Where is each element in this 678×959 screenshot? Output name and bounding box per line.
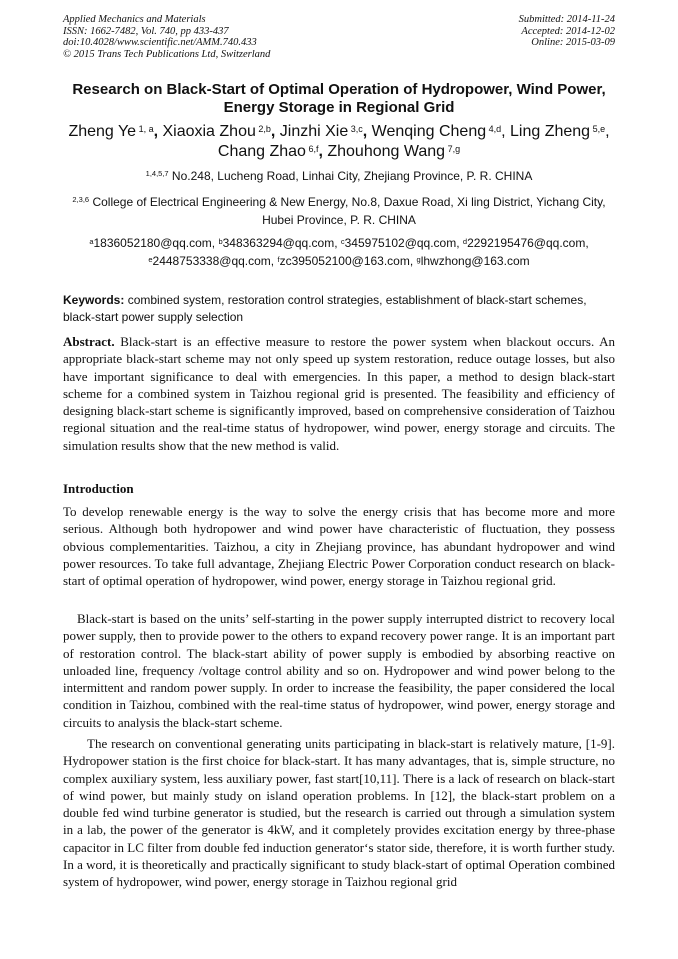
author: Chang Zhao $^{6,f}$, xyxy=(217,143,328,160)
author: Ling Zheng $^{5,e}$, xyxy=(510,123,610,140)
keywords-text: combined system, restoration control strategies, establishment of black-start schemes, black-start power supply selection xyxy=(63,293,587,324)
email-link[interactable]: $^d$2292195476@qq.com, xyxy=(462,236,589,250)
online-date: Online: 2015-03-09 xyxy=(531,37,615,48)
abstract-text: Black-start is an effective measure to restore the power system when blackout occurs. An appropriate black-start scheme may not only speed up system restoration, reduce outage losses, but also have important significance to deal with emergencies. In this paper, a method to design black-start scheme for a combined system in Taizhou regional grid is presented. The feasibility and efficiency of designing black-start scheme is significantly improved, based on comprehensive consideration of Taizhou regional situation and the real-time status of hydropower, wind power, energy storage and circuits. The simulation results show that the new method is valid. xyxy=(63,334,615,453)
email-link[interactable]: $^a$1836052180@qq.com, xyxy=(89,236,219,250)
journal-name: Applied Mechanics and Materials xyxy=(63,14,206,25)
affiliation: $^{1,4,5,7}$ No.248, Lucheng Road, Linhai City, Zhejiang Province, P. R. CHINA xyxy=(145,169,533,183)
paragraph: Black-start is based on the units’ self-starting in the power supply interrupted district to recovery local power supply, then to provide power to the others to expand recovery power range. It is an important part of restoration control. The black-start ability of power supply is embodied by absorbing reactive on unloaded line, frequency /voltage control ability and so on. Hydropower and wind power belong to the intermittent and random power supply. In order to increase the feasibility, the paper considered the local condition in Taizhou, combined with the real-time status of hydropower, wind power, energy storage and circuits to analysis the black-start scheme. xyxy=(63,611,615,730)
email-link[interactable]: $^e$2448753338@qq.com, xyxy=(148,253,278,268)
author: Xiaoxia Zhou $^{2,b}$, xyxy=(162,123,280,140)
paragraph: The research on conventional generating units participating in black-start is relatively mature, [1-9]. Hydropower station is the first choice for black-start. It has many advantages, that is, simple structure, no complex auxiliary system, less auxiliary power, fast start[10,11]. There is a lack of research on black-start of wind power, but mainly study on island operation problems. In [12], the black-start problem on a double fed wind turbine generator is studied, but the research is carried out through a simulation system in a lab, the power of the generator is 4kW, and it completely provides excitation energy by three-phase capacitor in LC filter from double fed induction generator‘s stator side, therefore, it is worth further study. In a word, it is theoretically and practically significant to study black-start of optimal Operation combined system of hydropower, wind power, energy storage in Taizhou regional grid xyxy=(63,736,615,890)
keywords xyxy=(63,292,615,326)
copyright: © 2015 Trans Tech Publications Ltd, Switzerland xyxy=(63,48,271,60)
accepted-date: Accepted: 2014-12-02 xyxy=(521,25,615,37)
email-link[interactable]: $^f$zc395052100@163.com, xyxy=(277,253,417,268)
author: Jinzhi Xie $^{3,c}$, xyxy=(279,123,372,140)
doi: doi:10.4028/www.scientific.net/AMM.740.433 xyxy=(63,37,257,48)
dates-header xyxy=(519,14,615,49)
author: Zheng Ye $^{1, a}$, xyxy=(68,123,163,140)
author-list xyxy=(55,122,623,162)
email-link[interactable]: $^c$345975102@qq.com, xyxy=(340,236,463,250)
author: Zhouhong Wang $^{7,g}$ xyxy=(327,143,461,160)
submitted-date: Submitted: 2014-11-24 xyxy=(518,14,615,25)
affiliation: $^{2,3,6}$ College of Electrical Engineering & New Energy, No.8, Daxue Road, Xi ling District, Yichang City, Hubei Province, P. R. CHINA xyxy=(72,195,606,227)
issn: ISSN: 1662-7482, Vol. 740, pp 433-437 xyxy=(63,25,229,37)
email-link[interactable]: $^b$348363294@qq.com, xyxy=(218,236,341,250)
author-emails xyxy=(60,235,618,270)
section-heading: Introduction xyxy=(63,481,134,496)
abstract-label: Abstract. xyxy=(63,334,115,349)
paper-title: Research on Black-Start of Optimal Operation of Hydropower, Wind Power, Energy Storage in Regional Grid xyxy=(72,81,606,116)
paragraph: To develop renewable energy is the way to solve the energy crisis that has become more and more serious. Although both hydropower and wind power have characteristic of fluctuation, they possess obvious complementarities. Taizhou, a city in Zhejiang province, has abundant hydropower and wind power resources. To take full advantage, Zhejiang Electric Power Corporation conduct research on black-start of optimal operation of hydropower, wind power, energy storage in Taizhou regional grid. xyxy=(63,504,615,589)
author: Wenqing Cheng $^{4,d}$, xyxy=(371,123,511,140)
abstract xyxy=(63,333,615,454)
journal-header xyxy=(63,14,270,60)
email-link[interactable]: $^g$lhwzhong@163.com xyxy=(416,253,530,268)
keywords-label: Keywords: xyxy=(63,293,125,307)
